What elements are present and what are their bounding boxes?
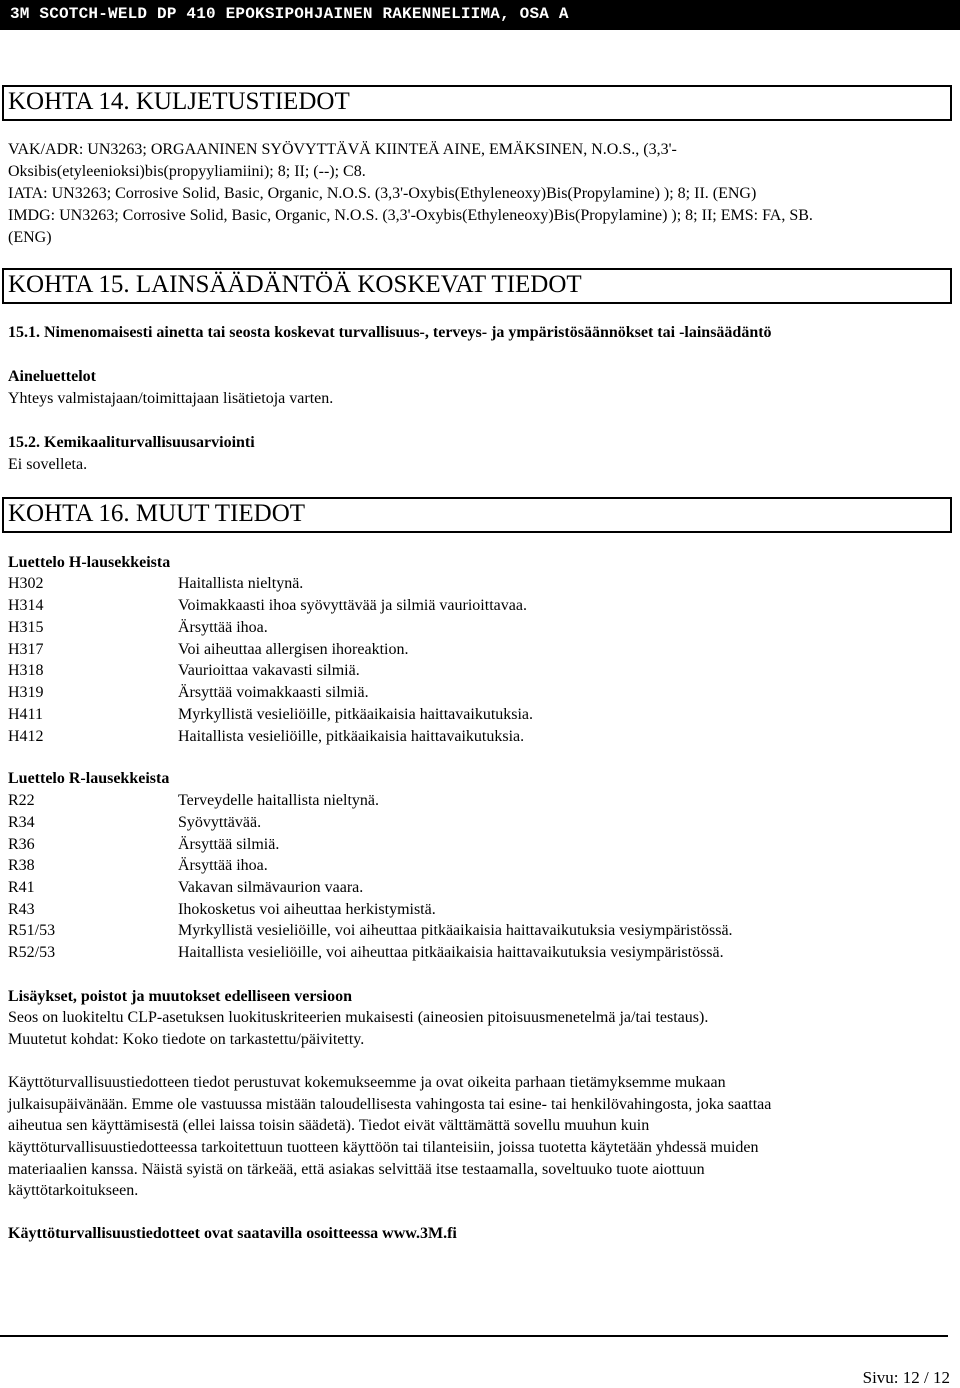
r-text: Myrkyllistä vesieliöille, voi aiheuttaa pitkäaikaisia haittavaikutuksia vesiympäristössä. bbox=[178, 922, 733, 939]
h-code: H317 bbox=[8, 641, 44, 658]
h-text: Ärsyttää voimakkaasti silmiä. bbox=[178, 684, 369, 701]
h-text: Voi aiheuttaa allergisen ihoreaktion. bbox=[178, 641, 409, 658]
disclaimer-line: materiaalien kanssa. Näistä syistä on tärkeää, että asiakas selvittää itse testaamalla, soveltuuko tuote aiottuun bbox=[8, 1161, 705, 1178]
section-16-heading-box bbox=[2, 497, 952, 533]
h-code: H318 bbox=[8, 662, 44, 679]
document-header bbox=[0, 0, 960, 30]
r-code: R22 bbox=[8, 792, 35, 809]
subsection-15-1-title: 15.1. Nimenomaisesti ainetta tai seosta koskevat turvallisuus-, terveys- ja ympäristösäännökset tai -lainsäädäntö bbox=[8, 324, 772, 341]
r-text: Ärsyttää silmiä. bbox=[178, 836, 280, 853]
changes-line: Seos on luokiteltu CLP-asetuksen luokituskriteerien mukaisesti (aineosien pitoisuusmenetelmä ja/tai testaus). bbox=[8, 1009, 709, 1026]
subsection-15-2-title: 15.2. Kemikaaliturvallisuusarviointi bbox=[8, 434, 255, 451]
r-code: R38 bbox=[8, 857, 35, 874]
r-code: R34 bbox=[8, 814, 35, 831]
r-code: R52/53 bbox=[8, 944, 56, 961]
substance-lists-text: Yhteys valmistajaan/toimittajaan lisätietoja varten. bbox=[8, 390, 334, 407]
r-text: Ärsyttää ihoa. bbox=[178, 857, 268, 874]
disclaimer-line: käyttötarkoitukseen. bbox=[8, 1182, 139, 1199]
changes-line: Muutetut kohdat: Koko tiedote on tarkastettu/päivitetty. bbox=[8, 1031, 365, 1048]
document-title: 3M SCOTCH-WELD DP 410 EPOKSIPOHJAINEN RAKENNELIIMA, OSA A bbox=[10, 5, 569, 23]
transport-line: IATA: UN3263; Corrosive Solid, Basic, Organic, N.O.S. (3,3'-Oxybis(Ethyleneoxy)Bis(Propylamine) ); 8; II. (ENG) bbox=[8, 185, 757, 202]
subsection-15-2-text: Ei sovelleta. bbox=[8, 456, 88, 473]
h-code: H412 bbox=[8, 728, 44, 745]
disclaimer-line: Käyttöturvallisuustiedotteen tiedot perustuvat kokemukseemme ja ovat oikeita parhaan tietämyksemme mukaan bbox=[8, 1074, 726, 1091]
h-code: H411 bbox=[8, 706, 43, 723]
page-number: Sivu: 12 / 12 bbox=[862, 1368, 950, 1387]
r-text: Vakavan silmävaurion vaara. bbox=[178, 879, 364, 896]
h-text: Voimakkaasti ihoa syövyttävää ja silmiä vaurioittavaa. bbox=[178, 597, 527, 614]
r-text: Terveydelle haitallista nieltynä. bbox=[178, 792, 380, 809]
section-15-heading: KOHTA 15. LAINSÄÄDÄNTÖÄ KOSKEVAT TIEDOT bbox=[8, 271, 582, 298]
changes-title: Lisäykset, poistot ja muutokset edelliseen versioon bbox=[8, 988, 352, 1005]
r-code: R36 bbox=[8, 836, 35, 853]
r-statements-title: Luettelo R-lausekkeista bbox=[8, 770, 170, 787]
section-16-heading: KOHTA 16. MUUT TIEDOT bbox=[8, 500, 306, 527]
h-code: H314 bbox=[8, 597, 44, 614]
h-text: Vaurioittaa vakavasti silmiä. bbox=[178, 662, 360, 679]
transport-line: VAK/ADR: UN3263; ORGAANINEN SYÖVYTTÄVÄ KIINTEÄ AINE, EMÄKSINEN, N.O.S., (3,3'- bbox=[8, 141, 677, 158]
disclaimer-line: käyttöturvallisuustiedotteessa tarkoitettuun tuotteen käyttöön tai tilanteisiin, joissa tuotetta käytetään yhdessä muiden bbox=[8, 1139, 759, 1156]
r-text: Ihokosketus voi aiheuttaa herkistymistä. bbox=[178, 901, 436, 918]
h-code: H319 bbox=[8, 684, 44, 701]
r-code: R51/53 bbox=[8, 922, 56, 939]
section-14-heading: KOHTA 14. KULJETUSTIEDOT bbox=[8, 88, 350, 115]
transport-line: (ENG) bbox=[8, 229, 52, 246]
disclaimer-line: aiheutua sen käyttämisestä (ellei laissa toisin säädetä). Tiedot eivät välttämättä sovellu muuhun kuin bbox=[8, 1117, 650, 1134]
h-text: Ärsyttää ihoa. bbox=[178, 619, 268, 636]
h-text: Myrkyllistä vesieliöille, pitkäaikaisia haittavaikutuksia. bbox=[178, 706, 534, 723]
h-code: H302 bbox=[8, 575, 44, 592]
r-code: R41 bbox=[8, 879, 35, 896]
h-code: H315 bbox=[8, 619, 44, 636]
r-text: Haitallista vesieliöille, voi aiheuttaa pitkäaikaisia haittavaikutuksia vesiympäristössä. bbox=[178, 944, 724, 961]
footer-rule bbox=[0, 1335, 948, 1337]
availability-note: Käyttöturvallisuustiedotteet ovat saatavilla osoitteessa www.3M.fi bbox=[8, 1225, 457, 1242]
h-text: Haitallista vesieliöille, pitkäaikaisia haittavaikutuksia. bbox=[178, 728, 525, 745]
section-15-heading-box bbox=[2, 268, 952, 304]
r-text: Syövyttävää. bbox=[178, 814, 262, 831]
disclaimer-line: julkaisupäivänään. Emme ole vastuussa mistään taloudellisesta vahingosta tai esine- tai henkilövahingosta, joka saattaa bbox=[8, 1096, 772, 1113]
section-14-heading-box bbox=[2, 85, 952, 121]
substance-lists-title: Aineluettelot bbox=[8, 368, 96, 385]
transport-line: IMDG: UN3263; Corrosive Solid, Basic, Organic, N.O.S. (3,3'-Oxybis(Ethyleneoxy)Bis(Propylamine) ); 8; II; EMS: FA, SB. bbox=[8, 207, 813, 224]
r-code: R43 bbox=[8, 901, 35, 918]
h-statements-title: Luettelo H-lausekkeista bbox=[8, 554, 171, 571]
transport-line: Oksibis(etyleenioksi)bis(propyyliamiini); 8; II; (--); C8. bbox=[8, 163, 366, 180]
h-text: Haitallista nieltynä. bbox=[178, 575, 304, 592]
